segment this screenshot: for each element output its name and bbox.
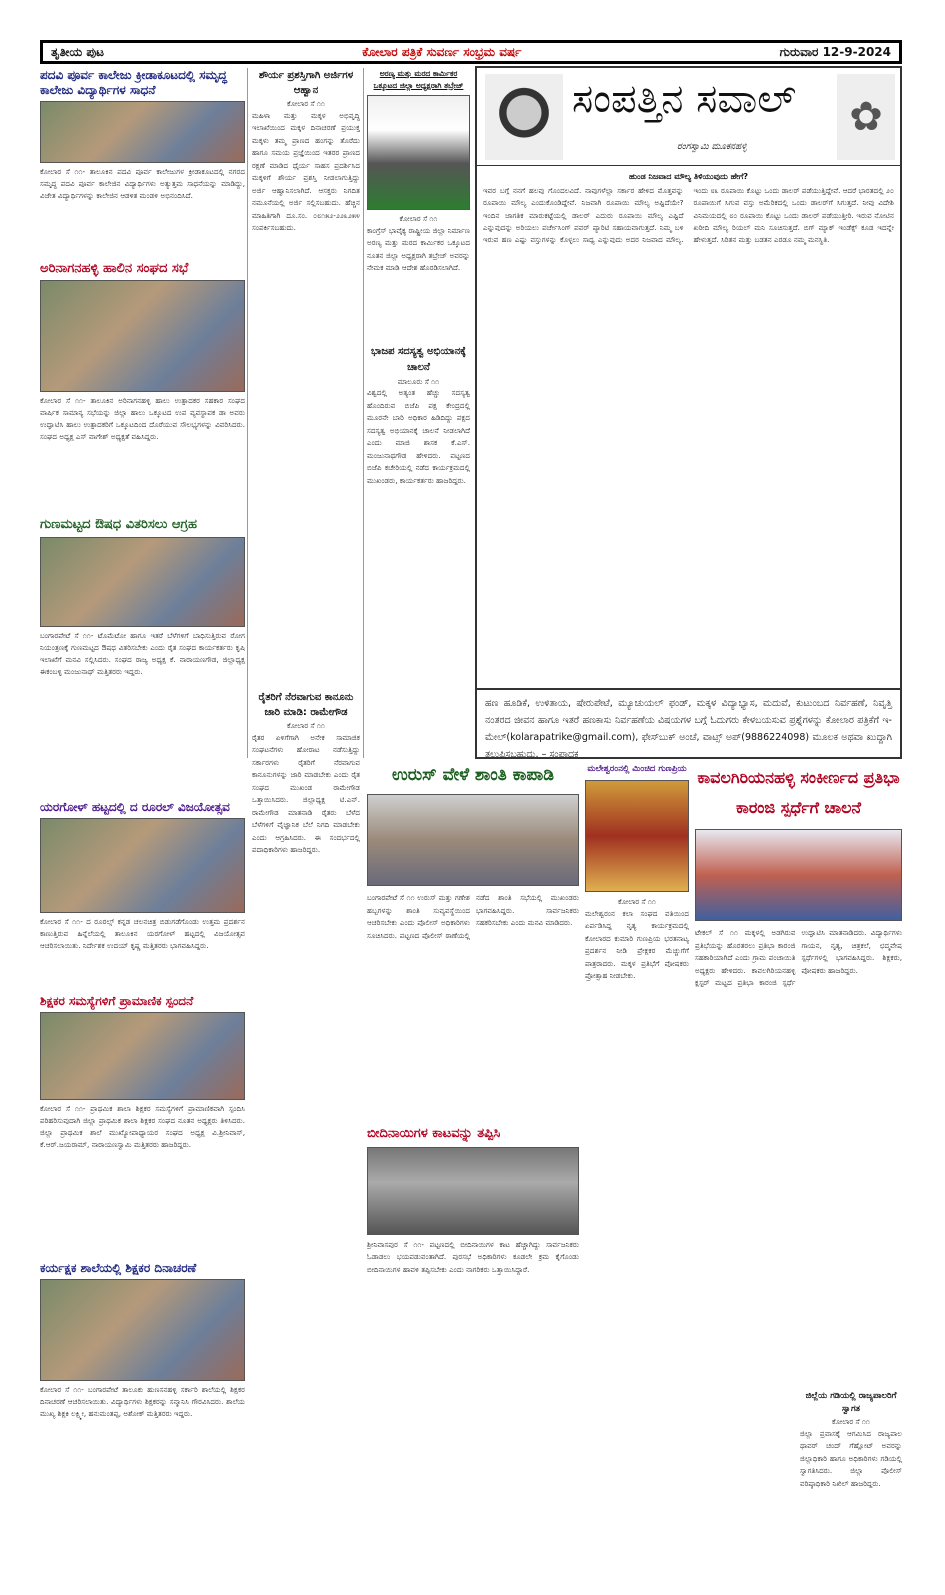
article-photo	[40, 1012, 245, 1100]
article-dateline: ಕೋಲಾರ ಸೆ ೧೧	[618, 897, 656, 906]
article-headline: ಭಾಜಪ ಸದಸ್ಯತ್ವ ಅಭಿಯಾನಕ್ಕೆ ಚಾಲನೆ	[371, 345, 466, 373]
issue-date: ಗುರುವಾರ 12-9-2024	[779, 44, 891, 59]
news-article	[40, 261, 245, 517]
shaurya-article	[252, 68, 360, 655]
article-photo	[40, 537, 245, 627]
article-headline: ಅರಿನಾಗನಹಳ್ಳಿ ಹಾಲಿನ ಸಂಘದ ಸಭೆ	[40, 261, 189, 276]
article-body: ಉರುಸ್ ಮತ್ತು ಗಣೇಶ ಹಬ್ಬಗಳನ್ನು ಶಾಂತಿ ಸುವ್ಯವಸ್ಥೆಯಿಂದ ಆಚರಿಸಬೇಕು ಎಂದು ಪೊಲೀಸ್ ಅಧಿಕಾರಿಗಳು ಸೂಚಿಸಿದರು. ಪಟ್ಟಣದ ಪೊಲೀಸ್ ಠಾಣೆಯಲ್ಲಿ ನಡೆದ ಶಾಂತಿ ಸಭೆಯಲ್ಲಿ ಮುಖಂಡರು ಭಾಗವಹಿಸಿದ್ದರು. ಸಾರ್ವಜನಿಕರು ಸಹಕರಿಸಬೇಕು ಎಂದು ಮನವಿ ಮಾಡಿದರು.	[367, 893, 579, 940]
article-text	[367, 892, 579, 1122]
article-body: ಬಂಗಾರಪೇಟೆ ಸೆ ೧೧- ಟೊಮೆಟೋ ಹಾಗೂ ಇತರೆ ಬೆಳೆಗಳಿಗೆ ಬಾಧಿಸುತ್ತಿರುವ ರೋಗ ನಿಯಂತ್ರಣಕ್ಕೆ ಗುಣಮಟ್ಟದ ಔಷಧ ವಿತರಿಸಬೇಕು ಎಂದು ರೈತ ಸಂಘದ ಕಾರ್ಯಕರ್ತರು ಕೃಷಿ ಇಲಾಖೆಗೆ ಮನವಿ ಸಲ್ಲಿಸಿದರು. ಸಂಘದ ರಾಜ್ಯ ಅಧ್ಯಕ್ಷ ಕೆ. ನಾರಾಯಣಗೌಡ, ಜಿಲ್ಲಾಧ್ಯಕ್ಷ ಈಕಂಬಳ್ಳಿ ಮಂಜುನಾಥ್ ಮತ್ತಿತರರು ಇದ್ದರು.	[40, 630, 245, 676]
column-author: ರಂಗಸ್ವಾಮಿ ಮೂಕನಹಳ್ಳಿ	[677, 142, 747, 152]
article-body: ಕಾಂಗ್ರೆಸ್ ಭಾವೈಕ್ಯ ರಾಷ್ಟ್ರೀಯ ಜಿಲ್ಲಾ ನಿರ್ಮಾಣ ಅರಣ್ಯ ಮತ್ತು ಮರದ ಕಾರ್ಮಿಕರ ಒಕ್ಕೂಟದ ನೂತನ ಜಿಲ್ಲಾ ಅಧ್ಯಕ್ಷರಾಗಿ ತಬ್ರೇಜ್ ಅವರನ್ನು ನೇಮಕ ಮಾಡಿ ಆದೇಶ ಹೊರಡಿಸಲಾಗಿದೆ.	[367, 225, 470, 272]
urus-article	[367, 765, 579, 1499]
article-dateline: ಕೋಲಾರ ಸೆ ೧೧	[832, 1417, 870, 1426]
article-body: ಕೋಲಾರ ಸೆ ೧೧- ಬಂಗಾರಪೇಟೆ ತಾಲೂಕು ಹುಣಸನಹಳ್ಳಿ ಸರ್ಕಾರಿ ಶಾಲೆಯಲ್ಲಿ ಶಿಕ್ಷಕರ ದಿನಾಚರಣೆ ಆಚರಿಸಲಾಯಿತು. ವಿದ್ಯಾರ್ಥಿಗಳು ಶಿಕ್ಷಕರನ್ನು ಸನ್ಮಾನಿಸಿ ಗೌರವಿಸಿದರು. ಶಾಲೆಯ ಮುಖ್ಯ ಶಿಕ್ಷಕಿ ಲಕ್ಷ್ಮೀ, ಹನುಮಂತಪ್ಪ, ಅಶೋಕ್ ಮತ್ತಿತರರು ಇದ್ದರು.	[40, 1384, 245, 1418]
portrait-photo	[367, 95, 470, 210]
news-article	[40, 68, 245, 261]
masthead-slogan: ಕೋಲಾರ ಪತ್ರಿಕೆ ಸುವರ್ಣ ಸಂಭ್ರಮ ವರ್ಷ	[362, 44, 522, 59]
article-dateline: ಬಂಗಾರಪೇಟೆ ಸೆ ೧೧	[367, 893, 415, 903]
article-headline: ಕರ್ಯಕ್ಷಕ ಶಾಲೆಯಲ್ಲಿ ಶಿಕ್ಷಕರ ದಿನಾಚರಣೆ	[40, 1260, 197, 1275]
article-headline: ಗುಣಮಟ್ಟದ ಔಷಧ ವಿತರಿಸಲು ಆಗ್ರಹ	[40, 517, 198, 533]
article-photo	[40, 818, 245, 913]
page-header-bar	[40, 40, 902, 64]
article-body: ರೈತರ ಏಳಿಗೆಗಾಗಿ ಅನೇಕ ಸಾಮಾಜಿಕ ಸಂಘಟನೆಗಳು ಹೋರಾಟ ನಡೆಸುತ್ತಿದ್ದು ಸರ್ಕಾರಗಳು ರೈತರಿಗೆ ನೆರವಾಗುವ ಕಾನೂನುಗಳನ್ನು ಜಾರಿ ಮಾಡಬೇಕು ಎಂದು ರೈತ ಸಂಘದ ಮುಖಂಡ ರಾಮೇಗೌಡ ಒತ್ತಾಯಿಸಿದರು. ಜಿಲ್ಲಾಧ್ಯಕ್ಷ ಟಿ.ಎನ್. ರಾಮೇಗೌಡ ಮಾತನಾಡಿ ರೈತರು ಬೆಳೆದ ಬೆಳೆಗಳಿಗೆ ವೈಜ್ಞಾನಿಕ ಬೆಲೆ ನಿಗದಿ ಮಾಡಬೇಕು ಎಂದು ಆಗ್ರಹಿಸಿದರು. ಈ ಸಂದರ್ಭದಲ್ಲಿ ಪದಾಧಿಕಾರಿಗಳು ಹಾಜರಿದ್ದರು.	[252, 732, 360, 854]
article-body: ಶ್ರೀನಿವಾಸಪುರ ಸೆ ೧೧- ಪಟ್ಟಣದಲ್ಲಿ ಬೀದಿನಾಯಿಗಳ ಕಾಟ ಹೆಚ್ಚಾಗಿದ್ದು ಸಾರ್ವಜನಿಕರು ಓಡಾಡಲು ಭಯಪಡುವಂತಾಗಿದೆ. ಪುರಸಭೆ ಅಧಿಕಾರಿಗಳು ಕೂಡಲೇ ಕ್ರಮ ಕೈಗೊಂಡು ಬೀದಿನಾಯಿಗಳ ಹಾವಳಿ ತಪ್ಪಿಸಬೇಕು ಎಂದು ನಾಗರಿಕರು ಒತ್ತಾಯಿಸಿದ್ದಾರೆ.	[367, 1239, 579, 1274]
article-body: ಕೋಲಾರ ಸೆ ೧೧- ತಾಲೂಕಿನ ಪದವಿ ಪೂರ್ವ ಕಾಲೇಜುಗಳ ಕ್ರೀಡಾಕೂಟದಲ್ಲಿ ನಗರದ ಸಮೃದ್ಧ ಪದವಿ ಪೂರ್ವ ಕಾಲೇಜಿನ ವಿದ್ಯಾರ್ಥಿಗಳು ಅತ್ಯುತ್ತಮ ಸಾಧನೆಯನ್ನು ಮಾಡಿದ್ದು, ವಿಜೇತ ವಿದ್ಯಾರ್ಥಿಗಳನ್ನು ಕಾಲೇಜಿನ ಆಡಳಿತ ಮಂಡಳಿ ಅಭಿನಂದಿಸಿದೆ.	[40, 167, 245, 200]
article-dateline: ಕೋಲಾರ ಸೆ ೧೧	[287, 721, 325, 730]
article-body: ಮಹಿಳಾ ಮತ್ತು ಮಕ್ಕಳ ಅಭಿವೃದ್ಧಿ ಇಲಾಖೆಯಿಂದ ಮಕ್ಕಳ ದಿನಾಚರಣೆ ಪ್ರಯುಕ್ತ ಮಕ್ಕಳು ತಮ್ಮ ಪ್ರಾಣದ ಹಂಗನ್ನು ತೊರೆದು ಹಾಗೂ ಸಮಯ ಪ್ರಜ್ಞೆಯಿಂದ ಇತರರ ಪ್ರಾಣದ ರಕ್ಷಣೆ ಮಾಡಿದ ಧೈರ್ಯ ಸಾಹಸ ಪ್ರದರ್ಶಿಸಿದ ಮಕ್ಕಳಿಗೆ ಶೌರ್ಯ ಪ್ರಶಸ್ತಿ ನೀಡಲಾಗುತ್ತಿದ್ದು ಅರ್ಜಿ ಆಹ್ವಾನಿಸಲಾಗಿದೆ. ಆಸಕ್ತರು ನಿಗದಿತ ನಮೂನೆಯಲ್ಲಿ ಅರ್ಜಿ ಸಲ್ಲಿಸಬಹುದು. ಹೆಚ್ಚಿನ ಮಾಹಿತಿಗಾಗಿ ದೂ.ಸಂ. ೦೮೧೫೨-೨೨೩೨೫೪ ಸಂಪರ್ಕಿಸಬಹುದು.	[252, 110, 360, 232]
plant-money-icon: ✿	[837, 74, 895, 160]
article-body: ಕೋಲಾರ ಸೆ ೧೧- ಪ್ರಾಥಮಿಕ ಶಾಲಾ ಶಿಕ್ಷಕರ ಸಮಸ್ಯೆಗಳಿಗೆ ಪ್ರಾಮಾಣಿಕವಾಗಿ ಸ್ಪಂದಿಸಿ ಪರಿಹರಿಸುವುದಾಗಿ ಜಿಲ್ಲಾ ಪ್ರಾಥಮಿಕ ಶಾಲಾ ಶಿಕ್ಷಕರ ಸಂಘದ ನೂತನ ಅಧ್ಯಕ್ಷರು ತಿಳಿಸಿದರು. ಜಿಲ್ಲಾ ಪ್ರಾಥಮಿಕ ಶಾಲೆ ಮುಖ್ಯೋಪಾಧ್ಯಾಯರ ಸಂಘದ ಅಧ್ಯಕ್ಷ ವಿ.ಶ್ರೀನಿವಾಸ್, ಕೆ.ಆರ್.ಜಯರಾಮ್, ನಾರಾಯಣಸ್ವಾಮಿ ಮತ್ತಿತರರು ಹಾಜರಿದ್ದರು.	[40, 1103, 245, 1149]
article-headline: ಜಿಲ್ಲೆಯ ಗಡಿಯಲ್ಲಿ ರಾಜ್ಯಪಾಲರಿಗೆ ಸ್ವಾಗತ	[805, 1391, 897, 1414]
article-body: ಮಲೇಶ್ವರಂನ ಕಲಾ ಸಂಘದ ವತಿಯಿಂದ ಏರ್ಪಡಿಸಿದ್ದ ನೃತ್ಯ ಕಾರ್ಯಕ್ರಮದಲ್ಲಿ ಕೋಲಾರದ ಕುಮಾರಿ ಗುಣಪ್ರಿಯ ಭರತನಾಟ್ಯ ಪ್ರದರ್ಶನ ನೀಡಿ ಪ್ರೇಕ್ಷಕರ ಮೆಚ್ಚುಗೆಗೆ ಪಾತ್ರರಾದರು. ಮಕ್ಕಳ ಪ್ರತಿಭೆಗೆ ಪೋಷಕರು ಪ್ರೋತ್ಸಾಹ ನೀಡಬೇಕು.	[585, 908, 689, 980]
column-body: ಇವರ ಬಗ್ಗೆ ನನಗೆ ಹಲವು ಗೊಂದಲವಿದೆ. ನಾವುಗಳೆಲ್ಲಾ ಸರ್ಕಾರ ಹೇಳಿದ ಮೊತ್ತವನ್ನು ರೂಪಾಯಿ ಮೌಲ್ಯ ಎಂದುಕೊಂಡಿದ್ದೇವೆ. ನಿಜವಾಗಿ ರೂಪಾಯಿ ಮೌಲ್ಯ ಅಷ್ಟಿದೆಯೇ? ಇಂದಿನ ಜಾಗತಿಕ ಮಾರುಕಟ್ಟೆಯಲ್ಲಿ ಡಾಲರ್ ಎದುರು ರೂಪಾಯಿ ಮೌಲ್ಯ ಎಷ್ಟಿದೆ ಎನ್ನುವುದನ್ನು ಅರಿಯಲು ಪರ್ಚೇಸಿಂಗ್ ಪವರ್ ಪ್ಯಾರಿಟಿ ಸಹಾಯವಾಗುತ್ತದೆ. ನಿಮ್ಮ ಬಳಿ ಇರುವ ಹಣ ಎಷ್ಟು ವಸ್ತುಗಳನ್ನು ಕೊಳ್ಳಲು ಸಾಧ್ಯ ಎನ್ನುವುದು ಅದರ ನಿಜವಾದ ಮೌಲ್ಯ. ಇಂದು ೮೩ ರೂಪಾಯಿ ಕೊಟ್ಟು ಒಂದು ಡಾಲರ್ ಪಡೆಯುತ್ತಿದ್ದೇವೆ. ಆದರೆ ಭಾರತದಲ್ಲಿ ೨೦ ರೂಪಾಯಿಗೆ ಸಿಗುವ ವಸ್ತು ಅಮೆರಿಕದಲ್ಲಿ ಒಂದು ಡಾಲರ್‌ಗೆ ಸಿಗುತ್ತದೆ. ನೀವು ವಿದೇಶಿ ವಿನಿಮಯದಲ್ಲಿ ೮೦ ರೂಪಾಯಿ ಕೊಟ್ಟು ಒಂದು ಡಾಲರ್ ಪಡೆಯುತ್ತೀರಿ. ಇರುವ ನೋಟಿನ ಖರೀದಿ ಮೌಲ್ಯ ರಿಯಲ್ ಮನಿ ಸೂಚಿಸುತ್ತದೆ. ಬಿಗ್ ಮ್ಯಾಕ್ ಇಂಡೆಕ್ಸ್ ಕೂಡ ಇದನ್ನೇ ಹೇಳುತ್ತದೆ. ಸಿರಿತನ ಮತ್ತು ಬಡತನ ಎರಡೂ ನಮ್ಮ ಮನಸ್ಥಿತಿ.	[483, 186, 894, 245]
news-article	[40, 994, 245, 1261]
article-body: ಜಿಲ್ಲಾ ಪ್ರವಾಸಕ್ಕೆ ಆಗಮಿಸಿದ ರಾಜ್ಯಪಾಲ ಥಾವರ್ ಚಂದ್ ಗೆಹ್ಲೋಟ್ ಅವರನ್ನು ಜಿಲ್ಲಾಧಿಕಾರಿ ಹಾಗೂ ಅಧಿಕಾರಿಗಳು ಗಡಿಯಲ್ಲಿ ಸ್ವಾಗತಿಸಿದರು. ಜಿಲ್ಲಾ ಪೊಲೀಸ್ ವರಿಷ್ಠಾಧಿಕಾರಿ ನಿಖಿಲ್ ಹಾಜರಿದ್ದರು.	[800, 1428, 902, 1488]
column-divider	[363, 68, 364, 758]
column-divider	[247, 68, 248, 758]
meeting-photo	[367, 794, 579, 886]
article-headline: ಅರಣ್ಯ ಮತ್ತು ಮರದ ಕಾರ್ಮಿಕರ ಒಕ್ಕೂಟದ ಜಿಲ್ಲಾ ಅಧ್ಯಕ್ಷರಾಗಿ ತಬ್ರೇಜ್	[373, 69, 464, 90]
students-photo	[695, 829, 902, 921]
reader-notice: ಹಣ ಹೂಡಿಕೆ, ಉಳಿತಾಯ, ಷೇರುಪೇಟೆ, ಮ್ಯೂಚುಯಲ್ ಫಂಡ್, ಮಕ್ಕಳ ವಿದ್ಯಾಭ್ಯಾಸ, ಮದುವೆ, ಕುಟುಂಬದ ನಿರ್ವಹಣೆ, ನಿವೃತ್ತಿ ನಂತರದ ಜೀವನ ಹಾಗೂ ಇತರೆ ಹಣಕಾಸು ನಿರ್ವಹಣೆಯ ವಿಷಯಗಳ ಬಗ್ಗೆ ಓದುಗರು ಕೇಳಬಯಸುವ ಪ್ರಶ್ನೆಗಳನ್ನು ಕೋಲಾರ ಪತ್ರಿಕೆಗೆ ಇ-ಮೇಲ್(kolarapatrike@gmail.com), ಫೇಸ್‌ಬುಕ್ ಅಂಚೆ, ವಾಟ್ಸ್ ಅಪ್(9886224098) ಮೂಲಕ ಅಥವಾ ಖುದ್ದಾಗಿ ತಲುಪಿಸಬಹುದು. – ಸಂಪಾದಕ	[477, 688, 900, 768]
article-body: ಕೋಲಾರ ಸೆ ೧೧- ತಾಲೂಕಿನ ಅರಿನಾಗನಹಳ್ಳಿ ಹಾಲು ಉತ್ಪಾದಕರ ಸಹಕಾರ ಸಂಘದ ವಾರ್ಷಿಕ ಸಾಮಾನ್ಯ ಸಭೆಯನ್ನು ಜಿಲ್ಲಾ ಹಾಲು ಒಕ್ಕೂಟದ ಉಪ ವ್ಯವಸ್ಥಾಪಕ ಡಾ ಅವರು ಉದ್ಘಾಟಿಸಿ ಹಾಲು ಉತ್ಪಾದಕರಿಗೆ ಒಕ್ಕೂಟದಿಂದ ದೊರೆಯುವ ಸೌಲಭ್ಯಗಳನ್ನು ವಿವರಿಸಿದರು. ಸಂಘದ ಅಧ್ಯಕ್ಷ ಎಸ್ ವಾಗೇಶ್ ಅಧ್ಯಕ್ಷತೆ ವಹಿಸಿದ್ದರು.	[40, 396, 245, 442]
article-body: ಕೋಲಾರ ಸೆ ೧೧- ದ ರೂರಲ್ಸ್ ಕನ್ನಡ ಚಲನಚಿತ್ರ ಬಿಡುಗಡೆಗೊಂಡು ಉತ್ತಮ ಪ್ರದರ್ಶನ ಕಾಣುತ್ತಿರುವ ಹಿನ್ನೆಲೆಯಲ್ಲಿ ತಾಲೂಕಿನ ಯರಗೋಳ್ ಹಟ್ಟದಲ್ಲಿ ವಿಜಯೋತ್ಸವ ಆಚರಿಸಲಾಯಿತು. ನಿರ್ದೇಶಕ ಉದಯ್ ಕೃಷ್ಣ ಮತ್ತಿತರರು ಭಾಗವಹಿಸಿದ್ದರು.	[40, 916, 245, 950]
column-banner	[477, 68, 900, 166]
article-text	[695, 927, 902, 1392]
forest-union-article	[367, 68, 470, 697]
article-headline: ಪದವಿ ಪೂರ್ವ ಕಾಲೇಜು ಕ್ರೀಡಾಕೂಟದಲ್ಲಿ ಸಮೃದ್ಧ ಕಾಲೇಜು ವಿದ್ಯಾರ್ಥಿಗಳ ಸಾಧನೆ	[40, 68, 228, 97]
article-headline: ಶೌರ್ಯ ಪ್ರಶಸ್ತಿಗಾಗಿ ಅರ್ಜಿಗಳ ಆಹ್ವಾನ	[258, 70, 354, 96]
article-dateline: ಮಾಲೂರು ಸೆ ೧೧	[397, 376, 440, 386]
column-question: ಹುಂಡ ನಿಜವಾದ ಮೌಲ್ಯ ತಿಳಿಯುವುದು ಹೇಗೆ?	[628, 172, 749, 181]
governor-article	[800, 1390, 902, 1490]
article-photo	[40, 280, 245, 392]
article-photo	[40, 1279, 245, 1381]
author-photo	[485, 74, 563, 160]
article-headline: ಬೀದಿನಾಯಿಗಳ ಕಾಟವನ್ನು ತಪ್ಪಿಸಿ	[367, 1126, 501, 1142]
article-dateline: ಕೋಲಾರ ಸೆ ೧೧	[399, 214, 438, 223]
column-title: ಸಂಪತ್ತಿನ ಸವಾಲ್	[572, 76, 797, 122]
finance-column-box	[475, 66, 902, 759]
page-number-label: ತೃತೀಯ ಪುಟ	[51, 44, 104, 59]
news-article	[40, 517, 245, 799]
kavalagiri-article	[695, 763, 902, 1392]
news-article	[40, 800, 245, 994]
article-headline: ರೈತರಿಗೆ ನೆರವಾಗುವ ಕಾನೂನು ಜಾರಿ ಮಾಡಿ: ರಾಮೇಗೌಡ	[258, 692, 354, 718]
article-body: ಮಕ್ಕಳಲ್ಲಿ ಅಡಗಿರುವ ಪ್ರತಿಭೆಯನ್ನು ಹೊರತರಲು ಪ್ರತಿಭಾ ಕಾರಂಜಿ ಸಹಕಾರಿಯಾಗಿದೆ ಎಂದು ಗ್ರಾಮ ಪಂಚಾಯಿತಿ ಅಧ್ಯಕ್ಷರು ಹೇಳಿದರು. ಕಾವಲಗಿರಿಯನಹಳ್ಳಿ ಕ್ಲಸ್ಟರ್ ಮಟ್ಟದ ಪ್ರತಿಭಾ ಕಾರಂಜಿ ಸ್ಪರ್ಧೆ ಉದ್ಘಾಟಿಸಿ ಮಾತನಾಡಿದರು. ವಿದ್ಯಾರ್ಥಿಗಳು ಗಾಯನ, ನೃತ್ಯ, ಚಿತ್ರಕಲೆ, ಛದ್ಮವೇಷ ಸ್ಪರ್ಧೆಗಳಲ್ಲಿ ಭಾಗವಹಿಸಿದ್ದರು. ಶಿಕ್ಷಕರು, ಪೋಷಕರು ಹಾಜರಿದ್ದರು.	[695, 928, 902, 987]
maleshwaram-article	[585, 763, 689, 1108]
article-body: ವಿಶ್ವದಲ್ಲಿ ಅತ್ಯಂತ ಹೆಚ್ಚು ಸದಸ್ಯತ್ವ ಹೊಂದಿರುವ ಬಿಜೆಪಿ ಪಕ್ಷ ಕೇಂದ್ರದಲ್ಲಿ ಮೂರನೇ ಬಾರಿ ಅಧಿಕಾರ ಹಿಡಿದಿದ್ದು ಪಕ್ಷದ ಸದಸ್ಯತ್ವ ಅಭಿಯಾನಕ್ಕೆ ಚಾಲನೆ ನೀಡಲಾಗಿದೆ ಎಂದು ಮಾಜಿ ಶಾಸಕ ಕೆ.ಎಸ್. ಮಂಜುನಾಥಗೌಡ ಹೇಳಿದರು. ಪಟ್ಟಣದ ಬಿಜೆಪಿ ಕಚೇರಿಯಲ್ಲಿ ನಡೆದ ಕಾರ್ಯಕ್ರಮದಲ್ಲಿ ಮುಖಂಡರು, ಕಾರ್ಯಕರ್ತರು ಹಾಜರಿದ್ದರು.	[367, 388, 470, 485]
article-headline: ಮಲೇಶ್ವರಂನಲ್ಲಿ ಮಿಂಚಿದ ಗುಣಪ್ರಿಯ	[587, 764, 687, 774]
article-headline: ಕಾವಲಗಿರಿಯನಹಳ್ಳಿ ಸಂಕೀರ್ಣದ ಪ್ರತಿಭಾ ಕಾರಂಜಿ ಸ್ಪರ್ಧೆಗೆ ಚಾಲನೆ	[697, 768, 900, 817]
article-headline: ಯರಗೋಳ್ ಹಟ್ಟದಲ್ಲಿ ದ ರೂರಲ್ ವಿಜಯೋತ್ಸವ	[40, 799, 230, 814]
news-article	[40, 1261, 245, 1514]
article-dateline: ಕೋಲಾರ ಸೆ ೧೧	[287, 99, 325, 108]
stray-dogs-photo	[367, 1147, 579, 1235]
article-headline: ಉರುಸ್ ವೇಳೆ ಶಾಂತಿ ಕಾಪಾಡಿ	[392, 765, 554, 785]
dancer-photo	[585, 780, 689, 892]
article-dateline: ಟೇಕಲ್ ಸೆ ೧೧	[695, 928, 738, 937]
article-headline: ಶಿಕ್ಷಕರ ಸಮಸ್ಯೆಗಳಿಗೆ ಪ್ರಾಮಾಣಿಕ ಸ್ಪಂದನೆ	[40, 993, 194, 1008]
left-news-column	[40, 68, 245, 1578]
article-photo	[40, 101, 245, 163]
farmers-law-article	[252, 690, 360, 1532]
